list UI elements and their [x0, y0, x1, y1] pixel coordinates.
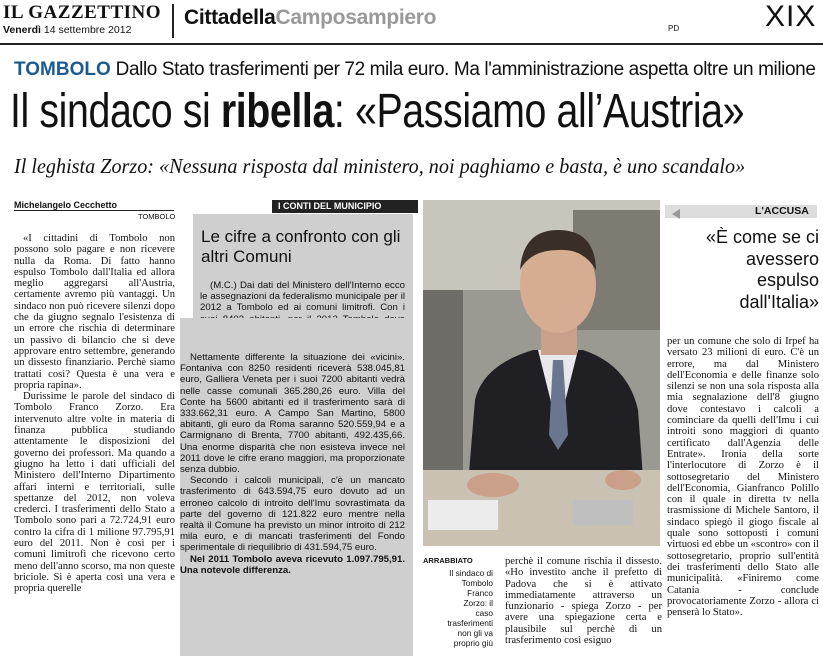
box-paragraph: Nettamente differente la situazione dei «vicini». Fontaniva con 8250 residenti riceverà 538.045,81 euro, Galliera Veneta per i suoi 7200 abitanti vedrà nelle casse comunali 365.280,26 euro. Villa del Conte ha 5600 abitanti ed il trasferimento sarà di 333.662,31 euro. A Campo San Martino, 5800 abitanti, gli euro da Roma saranno 520.559,94 e a Carmignano di Brenta, 7700 abitanti, 492.435,66. Una enorme disparità che non esisteva invece nel 2011 dove le cifre erano maggiori, ma proporzionate senza dubbio. — [180, 352, 405, 476]
arrow-left-icon — [672, 209, 680, 219]
kicker-text: Dallo Stato trasferimenti per 72 mila euro. Ma l'amministrazione aspetta oltre un milione — [110, 59, 816, 80]
box-title: Le cifre a confronto con gli altri Comuni — [201, 227, 401, 266]
kicker-place: TOMBOLO — [14, 59, 111, 80]
paragraph: «I cittadini di Tombolo non possono solo pagare e non ricevere nulla da Roma. Di fatto hanno espulso Tombolo dall'Italia ed allora meglio aggregarsi all'Austria, certamente avremo più vantaggi. Un sindaco non può ricevere silenzi dopo che da giugno segnalo l'esistenza di un errore che rischia di determinare un passivo di bilancio che si deve approvare entro settembre, generando un dissesto finanziario. Perchè siamo trattati così? Questa è una vera e propria rapina». — [14, 233, 175, 391]
box-text-bottom — [180, 352, 405, 576]
kicker — [14, 59, 816, 81]
headline-part-b: ribella — [220, 85, 334, 138]
box-paragraph: (M.C.) Dai dati del Ministero dell'Interno ecco le assegnazioni da federalismo municipale per il 2012 a Tombolo ed ai comuni limitrofi. Con i — [200, 280, 405, 314]
province-label: PD — [668, 24, 680, 33]
section-city: Cittadella — [184, 6, 276, 29]
section-town: Camposampiero — [275, 6, 437, 29]
issue-date — [3, 24, 131, 36]
headline-part-c: : «Passiamo all’Austria» — [333, 85, 745, 138]
date-rest: 14 settembre 2012 — [43, 24, 132, 36]
header-rule — [0, 43, 823, 45]
box-label: I CONTI DEL MUNICIPIO — [272, 200, 418, 213]
subheadline: Il leghista Zorzo: «Nessuna risposta dal ministero, noi paghiamo e basta, è uno scandalo» — [14, 154, 746, 178]
photo-caption-label: ARRABBIATO — [423, 556, 473, 565]
headline-part-a: Il sindaco si — [10, 85, 221, 138]
mayor-photo — [423, 200, 660, 546]
headline — [10, 84, 744, 139]
photo-caption: Il sindaco di Tombolo Franco Zorzo: il caso trasferimenti non gli va proprio giù — [447, 568, 493, 648]
article-column-2 — [505, 556, 662, 646]
mayor-photo-illustration — [423, 200, 660, 546]
paragraph: Durissime le parole del sindaco di Tombolo Franco Zorzo. Era intervenuto altre volte in materia di finanza pubblica studiando attentamente le disposizioni del governo dei professori. Ma quando a giugno ha letto i dati ufficiali del Ministero dell'Interno Dipartimento affari interni e territoriali, sulle spettanze del 2012, non voleva crederci. I trasferimenti dello Stato a Tombolo sono pari a 72.724,91 euro contro la cifra di 1 milione 97.795,91 euro del 2011. Non è così per i comuni limitrofi che ricevono certo meno dell'anno scorso, ma non queste briciole. Si è aperta così una vera e propria querelle — [14, 391, 175, 595]
header-divider — [172, 4, 174, 38]
box-paragraph: Secondo i calcoli municipali, c'è un mancato trasferimento di 643.594,75 euro dovuto ad un erroneo calcolo di introito dell'Imu sovrastimata da parte del governo di 121.822 euro mentre nella realtà il Comune ha previsto un minor introito di 212 mila euro, e di mancati trasferimenti del Fondo sperimentale di riequilibrio di 431.594,75 euro. — [180, 475, 405, 554]
byline: Michelangelo Cecchetto — [14, 200, 118, 210]
paragraph: per un comune che solo di Irpef ha versato 23 milioni di euro. C'è un errore, ma dal Ministero dell'Economia e delle finanze solo silenzi se non una sola risposta alla mia segnalazione dell'8 giugno dove contestavo i calcoli a cominciare da quelli dell'Imu i cui introiti sono maggiori di quanto certificato dall'Agenzia delle Entrate». Ironia della sorte l'interlocutore di Zorzo è il sottosegretario del Ministero dell'Economia, Gianfranco Polillo con il quale in diretta tv nella trasmissione di Michele Santoro, il sindaco spiegò il giogo fiscale al quale sono sottoposti i comuni virtuosi ed ebbe un «scontro» con il sottosegretario, proprio sull'entità dei trasferimenti dello Stato alle municipalità. «Finiremo come Catania - conclude provocatoriamente Zorzo - allora ci penserà lo Stato». — [667, 336, 819, 619]
byline-place: TOMBOLO — [138, 212, 176, 221]
box-paragraph: Nel 2011 Tombolo aveva ricevuto 1.097.795,91. Una notevole differenza. — [180, 553, 405, 576]
paragraph: perchè il comune rischia il dissesto. «Ho investito anche il prefetto di Padova che si è attivato immediatamente attraverso un funzionario - spiega Zorzo - per avere una spiegazione certa e plausibile sul perchè di un trasferimento così esiguo — [505, 556, 662, 647]
date-day: Venerdì — [3, 24, 41, 36]
page-number: XIX — [765, 0, 817, 33]
article-column-3 — [667, 336, 819, 618]
section-title — [184, 6, 436, 30]
masthead: IL GAZZETTINO — [3, 2, 162, 23]
byline-rule — [14, 210, 174, 211]
accusa-label: L'ACCUSA — [755, 205, 809, 217]
pull-quote: «È come se ci avessero espulso dall'Italia» — [705, 227, 819, 312]
article-column-1 — [14, 233, 175, 595]
